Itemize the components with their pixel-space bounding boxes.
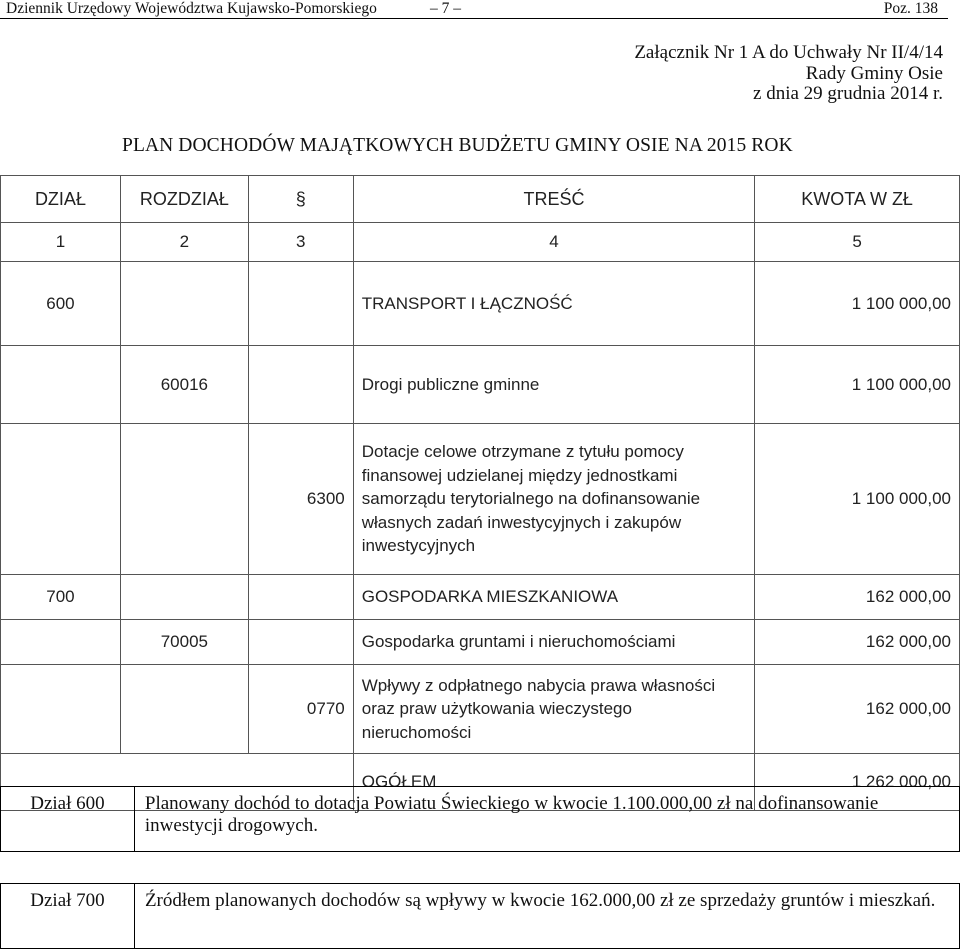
row-paragraph (248, 575, 353, 620)
row-tresc: GOSPODARKA MIESZKANIOWA (353, 575, 755, 620)
attachment-line-1: Załącznik Nr 1 A do Uchwały Nr II/4/14 (634, 42, 943, 63)
col-number-3: 3 (248, 223, 353, 262)
note-table (0, 786, 960, 852)
row-kwota: 1 100 000,00 (755, 424, 960, 575)
row-rozdzial: 60016 (120, 346, 248, 424)
position-number: Poz. 138 (883, 0, 938, 17)
column-number-row (1, 223, 960, 262)
total-value: 1 262 000,00 (755, 754, 960, 811)
row-kwota: 1 100 000,00 (755, 346, 960, 424)
journal-name: Dziennik Urzędowy Województwa Kujawsko-Pomorskiego (6, 0, 377, 17)
row-paragraph: 0770 (248, 665, 353, 754)
document-title: PLAN DOCHODÓW MAJĄTKOWYCH BUDŻETU GMINY OSIE NA 2015 ROK (122, 135, 793, 156)
col-number-4: 4 (353, 223, 755, 262)
row-paragraph (248, 346, 353, 424)
row-paragraph: 6300 (248, 424, 353, 575)
note-row (1, 787, 960, 852)
row-paragraph (248, 620, 353, 665)
row-kwota: 162 000,00 (755, 575, 960, 620)
row-dzial (1, 346, 121, 424)
page-number: – 7 – (430, 0, 461, 17)
table-row (1, 575, 960, 620)
note-text: Planowany dochód to dotacja Powiatu Świeckiego w kwocie 1.100.000,00 zł na dofinansowanie inwestycji drogowych. (134, 787, 959, 852)
budget-table (0, 175, 960, 811)
row-dzial (1, 424, 121, 575)
note-row (1, 884, 960, 949)
row-rozdzial (120, 575, 248, 620)
note-text: Źródłem planowanych dochodów są wpływy w kwocie 162.000,00 zł ze sprzedaży gruntów i mieszkań. (134, 884, 959, 949)
header-dzial: DZIAŁ (1, 176, 121, 223)
row-kwota: 162 000,00 (755, 665, 960, 754)
note-label: Dział 700 (1, 884, 135, 949)
row-paragraph (248, 262, 353, 346)
row-tresc: TRANSPORT I ŁĄCZNOŚĆ (353, 262, 755, 346)
header-kwota: KWOTA W ZŁ (755, 176, 960, 223)
row-kwota: 1 100 000,00 (755, 262, 960, 346)
attachment-block (634, 43, 943, 105)
note-table (0, 883, 960, 949)
row-tresc: Drogi publiczne gminne (353, 346, 755, 424)
row-rozdzial (120, 262, 248, 346)
header-tresc: TREŚĆ (353, 176, 755, 223)
row-kwota: 162 000,00 (755, 620, 960, 665)
row-tresc: Dotacje celowe otrzymane z tytułu pomocy finansowej udzielanej między jednostkami samorządu terytorialnego na dofinansowanie własnych zadań inwestycyjnych i zakupów inwestycyjnych (353, 424, 755, 575)
table-header-row (1, 176, 960, 223)
header-paragraph: § (248, 176, 353, 223)
row-dzial: 700 (1, 575, 121, 620)
note-label: Dział 600 (1, 787, 135, 852)
row-dzial: 600 (1, 262, 121, 346)
row-dzial (1, 665, 121, 754)
row-rozdzial: 70005 (120, 620, 248, 665)
row-rozdzial (120, 424, 248, 575)
header-rule (0, 18, 948, 19)
header-rozdzial: ROZDZIAŁ (120, 176, 248, 223)
table-row (1, 665, 960, 754)
attachment-line-3: z dnia 29 grudnia 2014 r. (753, 83, 943, 104)
col-number-5: 5 (755, 223, 960, 262)
table-row (1, 620, 960, 665)
col-number-1: 1 (1, 223, 121, 262)
table-row (1, 346, 960, 424)
row-rozdzial (120, 665, 248, 754)
total-label: OGÓŁEM (353, 754, 755, 811)
row-dzial (1, 620, 121, 665)
row-tresc: Wpływy z odpłatnego nabycia prawa własności oraz praw użytkowania wieczystego nieruchomości (353, 665, 755, 754)
col-number-2: 2 (120, 223, 248, 262)
table-row (1, 262, 960, 346)
table-row (1, 424, 960, 575)
attachment-line-2: Rady Gminy Osie (805, 62, 943, 84)
row-tresc: Gospodarka gruntami i nieruchomościami (353, 620, 755, 665)
